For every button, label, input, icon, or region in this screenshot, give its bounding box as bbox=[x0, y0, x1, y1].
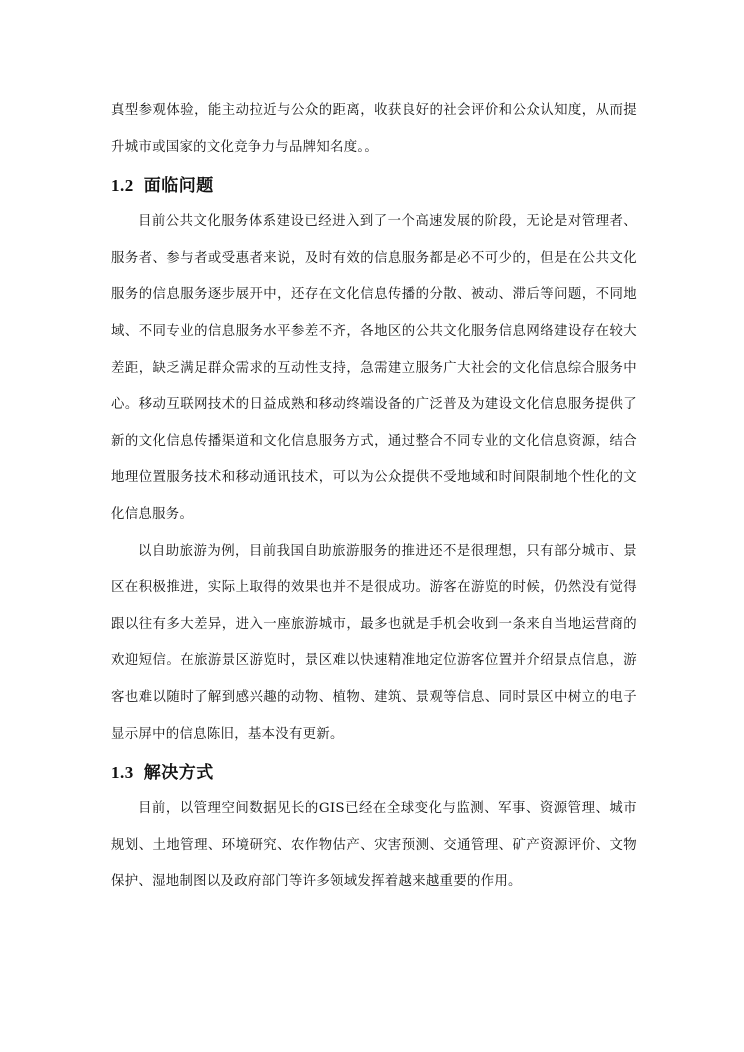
body-paragraph: 以自助旅游为例，目前我国自助旅游服务的推进还不是很理想，只有部分城市、景区在积极推进，实际上取得的效果也并不是很成功。游客在游览的时候，仍然没有觉得跟以往有多大差异，进入一座旅游城市，最多也就是手机会收到一条来自当地运营商的欢迎短信。在旅游景区游览时，景区难以快速精准地定位游客位置并介绍景点信息，游客也难以随时了解到感兴趣的动物、植物、建筑、景观等信息、同时景区中树立的电子显示屏中的信息陈旧，基本没有更新。 bbox=[111, 543, 637, 742]
section-heading-1-3 bbox=[111, 755, 637, 791]
body-paragraph: 目前，以管理空间数据见长的GIS已经在全球变化与监测、军事、资源管理、城市规划、土地管理、环境研究、农作物估产、灾害预测、交通管理、矿产资源评价、文物保护、湿地制图以及政府部门等许多领域发挥着越来越重要的作用。 bbox=[111, 801, 637, 890]
intro-paragraph: 真型参观体验，能主动拉近与公众的距离，收获良好的社会评价和公众认知度，从而提升城市或国家的文化竞争力与品牌知名度。。 bbox=[111, 103, 637, 155]
section-title: 面临问题 bbox=[143, 176, 214, 197]
section-number: 1.3 bbox=[111, 763, 134, 783]
section-heading-1-2 bbox=[111, 168, 637, 204]
section-number: 1.2 bbox=[111, 176, 134, 196]
body-paragraph: 目前公共文化服务体系建设已经进入到了一个高速发展的阶段，无论是对管理者、服务者、参与者或受惠者来说，及时有效的信息服务都是必不可少的，但是在公共文化服务的信息服务逐步展开中，还存在文化信息传播的分散、被动、滞后等问题，不同地域、不同专业的信息服务水平参差不齐，各地区的公共文化服务信息网络建设存在较大差距，缺乏满足群众需求的互动性支持，急需建立服务广大社会的文化信息综合服务中心。移动互联网技术的日益成熟和移动终端设备的广泛普及为建设文化信息服务提供了新的文化信息传播渠道和文化信息服务方式，通过整合不同专业的文化信息资源，结合地理位置服务技术和移动通讯技术，可以为公众提供不受地域和时间限制地个性化的文化信息服务。 bbox=[111, 214, 637, 522]
page-content bbox=[111, 93, 637, 901]
section-title: 解决方式 bbox=[143, 763, 214, 784]
